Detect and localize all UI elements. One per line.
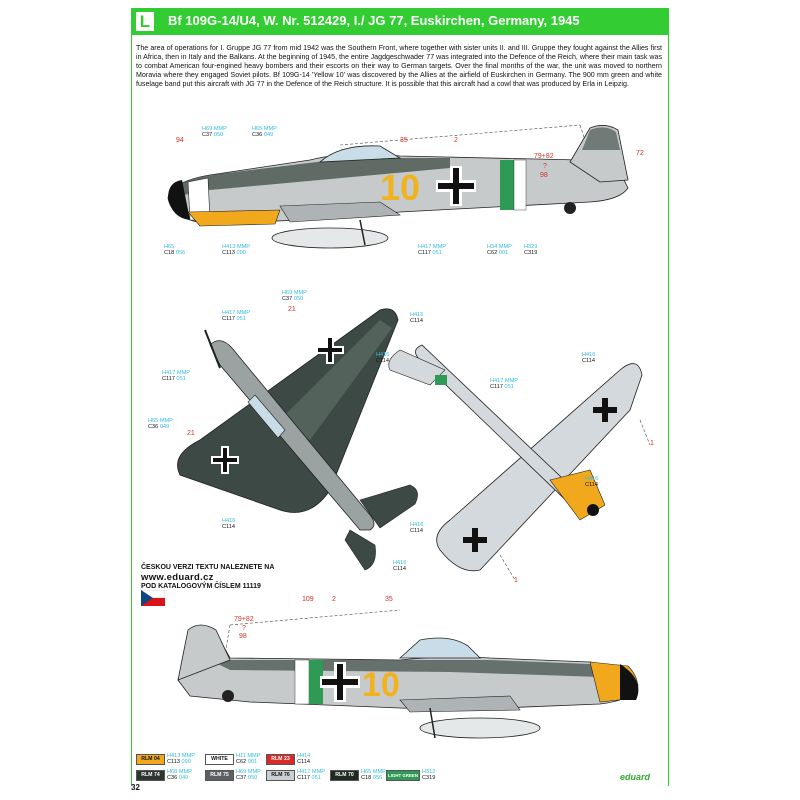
label-top-h417: H417 MMP C117 051: [222, 310, 250, 322]
label-bottom-h416-d: H416 C114: [410, 522, 424, 534]
eduard-url-link[interactable]: www.eduard.cz: [141, 571, 214, 583]
stencil-21a: 21: [288, 306, 296, 313]
page-number: 32: [131, 783, 140, 792]
label-h417-c117: H417 MMP C117 051: [418, 244, 446, 256]
legend-swatch: RLM 74: [136, 770, 165, 781]
eduard-logo: eduard: [620, 772, 651, 782]
stencil-q2: ?: [242, 625, 246, 632]
bottom-view: [380, 300, 670, 590]
label-h413-c113: H413 MMP C113 090: [222, 244, 250, 256]
label-h329-c319: H329 C319: [524, 244, 538, 256]
stencil-35a: 35: [400, 137, 408, 144]
variant-badge: L: [136, 12, 154, 31]
legend-swatch: RLM 76: [266, 770, 295, 781]
aircraft-code-bottom: 10: [362, 666, 400, 704]
stencil-1a: 1: [650, 440, 654, 447]
intro-text: The area of operations for I. Gruppe JG 77 from mid 1942 was the Southern Front, where together with sister units II. and III. Gruppe they fought against the Allies first in Africa, then in Italy and the Balkans. At the beginning of 1945, the entire Jagdgeschwader 77 was integrated into the Defence of the Reich, where their main task was to combat American four-engined heavy bombers and their escorts on their way to German targets. Over the final months of the war, the unit was moved to northern Moravia where they engaged Soviet pilots. Bf 109G-14 'Yellow 10' was discovered by the Allies at the airfield of Euskirchen in Germany. The 900 mm green and white fuselage band put this aircraft with JG 77 in the Defence of the Reich structure. It is possible that this aircraft had a cowl that was produced by Erla in Leipzig.: [136, 44, 662, 88]
legend-swatch: WHITE: [205, 754, 234, 765]
label-top-h69: H69 MMP C37 050: [282, 290, 307, 302]
label-top-h416-b: H416 C114: [376, 352, 390, 364]
stencil-94: 94: [176, 137, 184, 144]
legend-swatch: RLM 70: [330, 770, 359, 781]
legend-paint-codes: H11 MMP C62 001: [236, 753, 261, 765]
legend-swatch: RLM 23: [266, 754, 295, 765]
label-top-h416-c: H416 C114: [393, 560, 407, 572]
legend-paint-codes: H68 MMP C36 049: [167, 769, 192, 781]
stencil-72: 72: [636, 150, 644, 157]
stencil-2a: 2: [454, 137, 458, 144]
legend-paint-codes: H312 C319: [422, 769, 436, 781]
label-bottom-h416-c: H416 C114: [585, 476, 599, 488]
label-h69-c37: H69 MMP C37 050: [202, 126, 227, 138]
stencil-109: 109: [302, 596, 314, 603]
aircraft-code-side: 10: [380, 167, 421, 208]
stencil-35b: 35: [385, 596, 393, 603]
legend-swatch: LIGHT GREEN: [386, 770, 420, 781]
label-bottom-h417: H417 MMP C117 051: [490, 378, 518, 390]
label-bottom-h416-a: H416 C114: [410, 312, 424, 324]
stencil-98b: 98: [239, 633, 247, 640]
legend-paint-codes: H413 MMP C113 090: [167, 753, 195, 765]
stencil-1b: 1: [514, 577, 518, 584]
czech-note: ČESKOU VERZI TEXTU NALEZNETE NA www.eduard.cz POD KATALOGOVÝM ČÍSLEM 11119: [141, 564, 275, 590]
legend-paint-codes: H65 MMP C18 056: [361, 769, 386, 781]
stencil-q1: ?: [543, 163, 547, 170]
stencil-2b: 2: [332, 596, 336, 603]
legend-swatch: RLM 75: [205, 770, 234, 781]
legend-paint-codes: H414 C114: [297, 753, 311, 765]
stencil-79b: 79+82: [234, 616, 254, 623]
legend-swatch: RLM 04: [136, 754, 165, 765]
label-h65-c18: H65 C18 056: [164, 244, 186, 256]
page-title: Bf 109G-14/U4, W. Nr. 512429, I./ JG 77, Euskirchen, Germany, 1945: [168, 13, 580, 28]
label-h34-c62: H34 MMP C62 001: [487, 244, 512, 256]
label-h65-c36: H65 MMP C36 049: [252, 126, 277, 138]
stencil-21b: 21: [187, 430, 195, 437]
side-view-right: [150, 600, 660, 760]
label-bottom-h416-b: H416 C114: [582, 352, 596, 364]
stencil-79a: 79+82: [534, 153, 554, 160]
label-top-h416-a: H416 C114: [222, 518, 236, 530]
legend-paint-codes: H417 MMP C117 051: [297, 769, 325, 781]
label-top-h65: H65 MMP C36 049: [148, 418, 173, 430]
legend-paint-codes: H69 MMP C37 050: [236, 769, 261, 781]
stencil-98a: 98: [540, 172, 548, 179]
label-top-h417-b: H417 MMP C117 051: [162, 370, 190, 382]
